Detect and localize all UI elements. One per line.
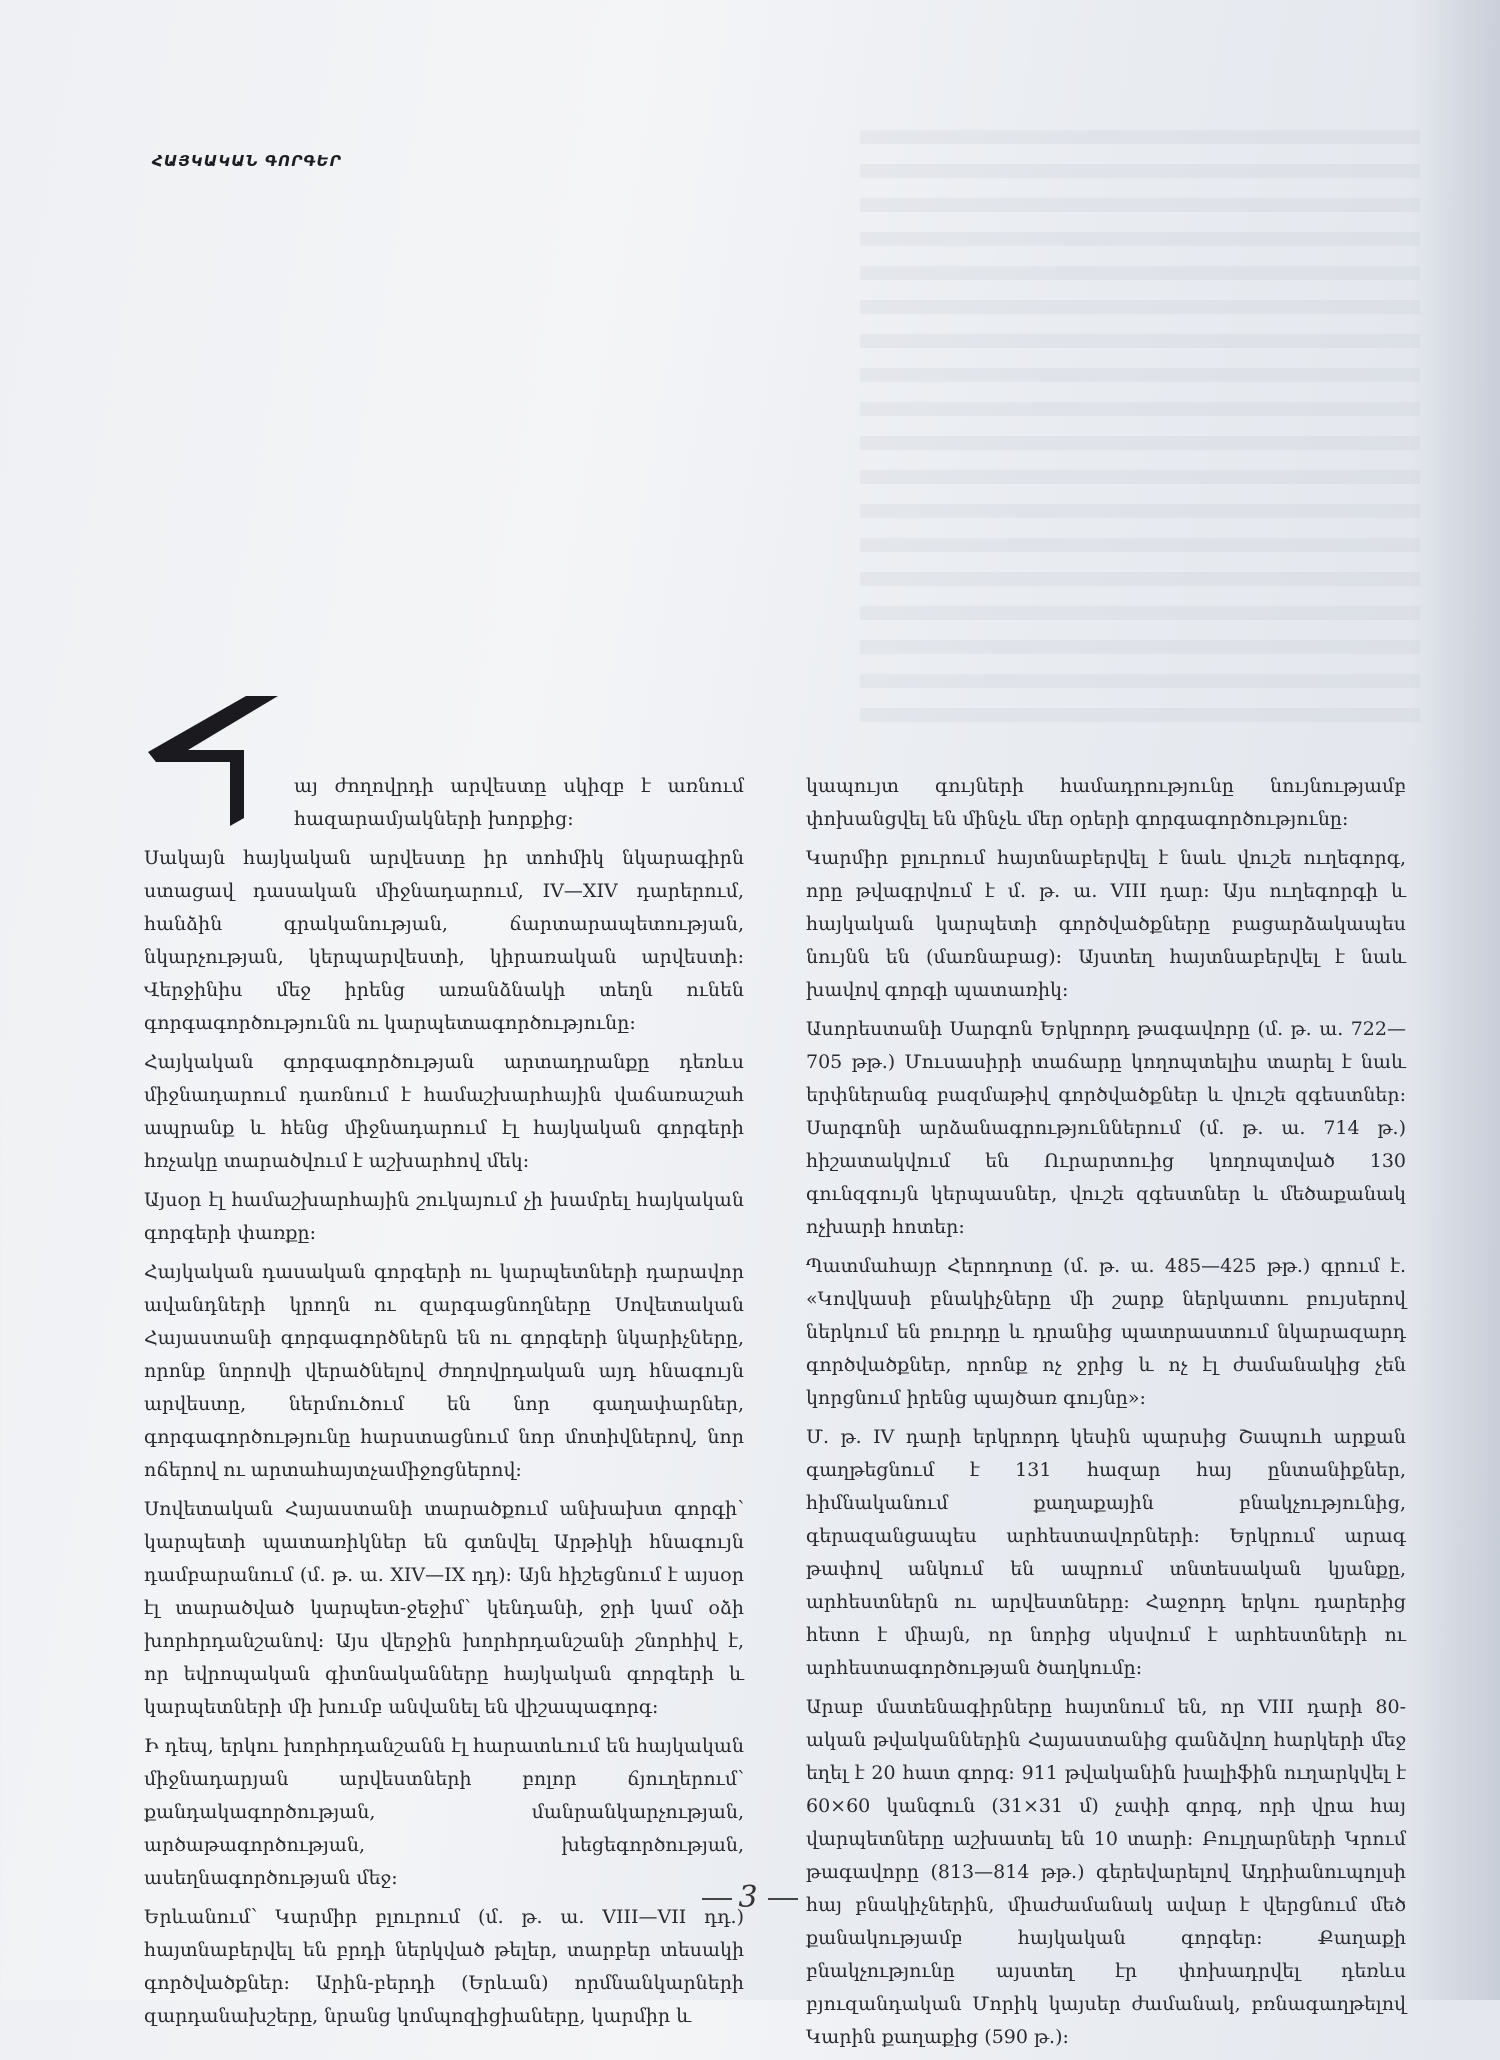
page-number-value: 3	[738, 1880, 762, 1915]
paragraph: Երևանում՝ Կարմիր բլուրում (մ. թ. ա. VIII—VII դդ.) հայտնաբերվել են բրդի ներկված թելեր, տարբեր տեսակի գործվածքներ: Արին-բերդի (Երևան) որմնանկարների զարդանախշերը, նրանց կոմպոզիցիաները, կարմիր և	[144, 1906, 744, 2027]
paragraph: Պատմահայր Հերոդոտը (մ. թ. ա. 485—425 թթ.) գրում է. «Կովկասի բնակիչները մի շարք ներկատու բույսերով ներկում են բուրդը և դրանից պատրաստում նկարազարդ գործվածքներ, որոնք ոչ ջրից և ոչ էլ ժամանակից չեն կորցնում իրենց պայծառ գույնը»:	[806, 1255, 1406, 1409]
paragraph: Մ. թ. IV դարի երկրորդ կեսին պարսից Շապուհ արքան գաղթեցնում է 131 հազար հայ ընտանիքներ, հիմնականում քաղաքային բնակչությունից, գերազանցապես արհեստավորների: Երկրում արագ թափով անկում են ապրում տնտեսական կյանքը, արհեստներն ու արվեստները: Հաջորդ երկու դարերից հետո է միայն, որ նորից սկսվում է արհեստների ու արհեստագործության ծաղկումը:	[806, 1426, 1406, 1679]
page-edge-shadow	[1410, 0, 1500, 2000]
running-header: ՀԱՅԿԱԿԱՆ ԳՈՐԳԵՐ	[152, 152, 342, 170]
paragraph: Սակայն հայկական արվեստը իր տոհմիկ նկարագիրն ստացավ դասական միջնադարում, IV—XIV դարերում, հանձին գրականության, ճարտարապետության, նկարչության, կերպարվեստի, կիրառական արվեստի: Վերջինիս մեջ իրենց առանձնակի տեղն ունեն գորգագործությունն ու կարպետագործությունը:	[144, 847, 744, 1034]
paragraph: Կարմիր բլուրում հայտնաբերվել է նաև վուշե ուղեգորգ, որը թվագրվում է մ. թ. ա. VIII դար: Այս ուղեգորգի և հայկական կարպետի գործվածքները բացարձակապես նույնն են (մառնաբաց): Այստեղ հայտնաբերվել է նաև խավով գորգի պատառիկ:	[806, 847, 1406, 1001]
right-column	[806, 770, 1406, 2060]
paragraph: Արաբ մատենագիրները հայտնում են, որ VIII դարի 80-ական թվականներին Հայաստանից գանձվող հարկերի մեջ եղել է 20 հատ գորգ: 911 թվականին խալիֆին ուղարկվել է 60×60 կանգուն (31×31 մ) չափի գորգ, որի վրա հայ վարպետները աշխատել են 10 տարի: Բուլղարների Կրում թագավորը (813—814 թթ.) գերեվարելով Ադրիանուպոլսի հայ բնակիչներին, միաժամանակ ավար է վերցնում մեծ քանակությամբ հայկական գորգեր: Քաղաքի բնակչությունը այստեղ էր փոխադրվել դեռևս բյուզանդական Մորիկ կայսեր ժամանակ, բռնագաղթելով Կարին քաղաքից (590 թ.):	[806, 1696, 1406, 2048]
drop-cap-initial-letter	[126, 690, 286, 830]
paragraph: Հայկական գորգագործության արտադրանքը դեռևս միջնադարում դառնում է համաշխարհային վաճառաշահ ապրանք և հենց միջնադարում էլ հայկական գորգերի հռչակը տարածվում է աշխարհով մեկ:	[144, 1051, 744, 1172]
page-number-dash-right	[768, 1898, 798, 1900]
paragraph: Այսօր էլ համաշխարհային շուկայում չի խամրել հայկական գորգերի փառքը:	[144, 1189, 744, 1244]
left-column	[144, 770, 744, 2039]
paragraph: այ ժողովրդի արվեստը սկիզբ է առնում հազարամյակների խորքից:	[294, 775, 744, 830]
paragraph: Սովետական Հայաստանի տարածքում անխախտ գորգի՝ կարպետի պատառիկներ են գտնվել Արթիկի հնագույն դամբարանում (մ. թ. ա. XIV—IX դդ): Այն հիշեցնում է այսօր էլ տարածված կարպետ-ջեջիմ՝ կենդանի, ջրի կամ օձի խորհրդանշանով: Այս վերջին խորհրդանշանի շնորհիվ է, որ եվրոպական գիտնականները հայկական գորգերի և կարպետների մի խումբ անվանել են վիշապագորգ:	[144, 1498, 744, 1718]
paragraph: Հայկական դասական գորգերի ու կարպետների դարավոր ավանդների կրողն ու զարգացնողները Սովետական Հայաստանի գորգագործներն են ու գորգերի նկարիչները, որոնք նորովի վերածնելով ժողովրդական այդ հնագույն արվեստը, ներմուծում են նոր գաղափարներ, գորգագործությունը հարստացնում նոր մոտիվներով, նոր ոճերով ու արտահայտչամիջոցներով:	[144, 1261, 744, 1481]
bleed-through-texture	[860, 130, 1420, 730]
paragraph: Ի դեպ, երկու խորհրդանշանն էլ հարատևում են հայկական միջնադարյան արվեստների բոլոր ճյուղերում՝ քանդակագործության, մանրանկարչության, արծաթագործության, խեցեգործության, ասեղնագործության մեջ:	[144, 1735, 744, 1889]
page-number-dash-left	[702, 1898, 732, 1900]
page-number	[0, 1880, 1500, 1915]
paragraph: Ասորեստանի Սարգոն Երկրորդ թագավորը (մ. թ. ա. 722—705 թթ.) Մուսասիրի տաճարը կողոպտելիս տարել է նաև երփներանգ բազմաթիվ գործվածքներ և վուշե զգեստներ: Սարգոնի արձանագրություններում (մ. թ. ա. 714 թ.) հիշատակվում են Ուրարտուից կողոպտված 130 գունզգույն կերպասներ, վուշե զգեստներ և մեծաքանակ ոչխարի հոտեր:	[806, 1018, 1406, 1238]
paragraph: կապույտ գույների համադրությունը նույնությամբ փոխանցվել են մինչև մեր օրերի գորգագործությունը:	[806, 775, 1406, 830]
